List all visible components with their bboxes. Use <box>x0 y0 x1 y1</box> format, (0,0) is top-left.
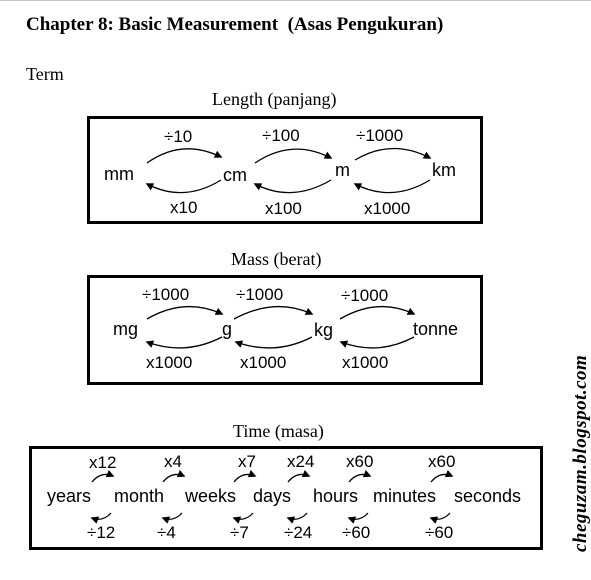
time-bottom-label-1: ÷12 <box>87 523 116 542</box>
length-top-label-3: ÷1000 <box>356 126 404 145</box>
time-unit-years: years <box>47 486 92 506</box>
length-arrow-top-2 <box>255 149 331 163</box>
time-title: Time (masa) <box>233 421 324 441</box>
time-bottom-label-6: ÷60 <box>425 523 454 542</box>
time-arrow-bottom-1 <box>92 513 111 519</box>
time-top-label-5: x60 <box>346 452 374 471</box>
mass-bottom-label-3: x1000 <box>342 353 389 372</box>
time-arrow-top-5 <box>349 474 370 482</box>
time-arrow-top-2 <box>163 474 184 482</box>
mass-bottom-label-1: x1000 <box>146 353 193 372</box>
mass-arrow-bottom-1 <box>147 337 222 348</box>
time-unit-weeks: weeks <box>185 486 237 506</box>
length-bottom-label-3: x1000 <box>364 199 411 218</box>
time-bottom-label-2: ÷4 <box>157 523 176 542</box>
mass-bottom-label-2: x1000 <box>240 353 287 372</box>
time-bottom-label-3: ÷7 <box>230 523 249 542</box>
length-arrow-bottom-1 <box>147 180 221 193</box>
time-top-label-6: x60 <box>428 452 456 471</box>
mass-arrow-top-1 <box>147 307 222 319</box>
length-bottom-label-1: x10 <box>170 198 198 217</box>
length-unit-mm: mm <box>104 164 134 184</box>
time-arrow-top-6 <box>431 474 452 482</box>
mass-arrow-top-3 <box>340 307 414 319</box>
mass-top-label-1: ÷1000 <box>142 285 190 304</box>
time-unit-seconds: seconds <box>454 486 522 506</box>
length-bottom-label-2: x100 <box>265 199 302 218</box>
time-arrow-bottom-2 <box>163 513 182 519</box>
time-bottom-label-5: ÷60 <box>342 523 371 542</box>
mass-arrow-bottom-2 <box>236 337 312 348</box>
length-top-label-2: ÷100 <box>262 126 300 145</box>
time-unit-minutes: minutes <box>373 486 437 506</box>
length-top-label-1: ÷10 <box>164 127 193 146</box>
length-arrow-bottom-3 <box>355 180 430 193</box>
length-unit-m: m <box>335 160 350 180</box>
time-unit-days: days <box>253 486 292 506</box>
time-arrow-bottom-6 <box>431 513 450 519</box>
time-bottom-label-4: ÷24 <box>284 523 313 542</box>
mass-unit-g: g <box>222 319 233 339</box>
mass-unit-kg: kg <box>314 320 334 340</box>
length-arrow-top-3 <box>355 148 430 160</box>
time-arrow-bottom-3 <box>234 513 253 519</box>
mass-top-label-3: ÷1000 <box>341 286 389 305</box>
time-top-label-2: x4 <box>164 452 182 471</box>
term-label: Term <box>26 64 64 84</box>
blog-watermark: cheguzam.blogspot.com <box>570 355 591 553</box>
length-arrow-top-1 <box>147 149 221 163</box>
mass-arrow-top-2 <box>234 307 312 319</box>
mass-arrow-bottom-3 <box>341 337 414 348</box>
length-unit-km: km <box>432 160 456 180</box>
length-arrow-bottom-2 <box>255 180 331 193</box>
time-unit-month: month <box>114 486 165 506</box>
time-arrow-bottom-5 <box>349 513 368 519</box>
mass-title: Mass (berat) <box>231 249 322 269</box>
mass-unit-mg: mg <box>113 319 139 339</box>
chapter-title: Chapter 8: Basic Measurement (Asas Pengukuran) <box>26 14 444 35</box>
length-unit-cm: cm <box>223 165 247 185</box>
mass-top-label-2: ÷1000 <box>236 285 284 304</box>
time-arrow-top-3 <box>234 474 255 482</box>
time-top-label-1: x12 <box>89 453 117 472</box>
time-arrow-top-1 <box>92 474 113 482</box>
time-arrow-bottom-4 <box>288 513 307 519</box>
time-arrow-top-4 <box>288 474 309 482</box>
time-top-label-4: x24 <box>287 452 315 471</box>
time-top-label-3: x7 <box>238 452 256 471</box>
time-unit-hours: hours <box>313 486 359 506</box>
length-title: Length (panjang) <box>212 89 337 109</box>
mass-unit-tonne: tonne <box>413 319 459 339</box>
